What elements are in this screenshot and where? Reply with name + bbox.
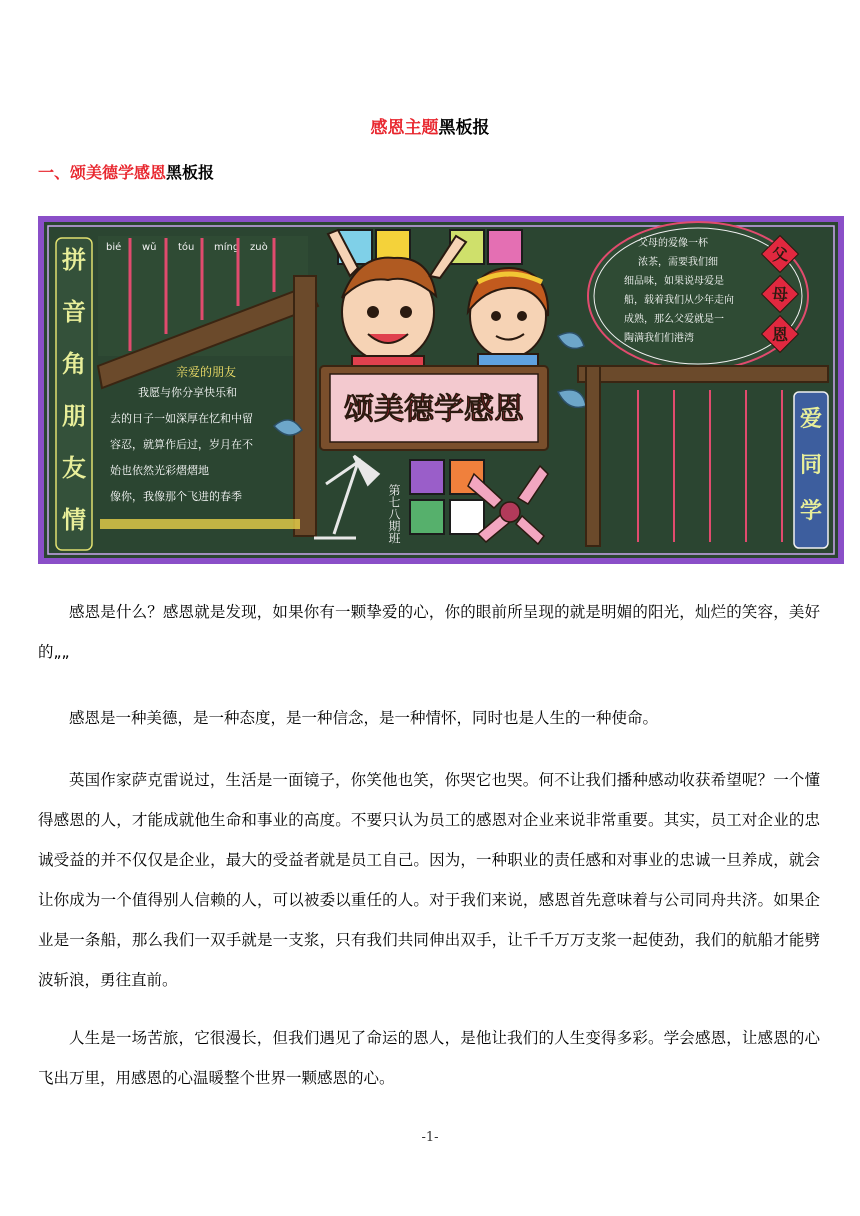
friend-line: 我愿与你分享快乐和 (138, 386, 237, 399)
side-label-char: 学 (799, 499, 823, 524)
poem-line: 陶满我们们港湾 (624, 333, 694, 344)
left-vertical-char: 角 (62, 350, 86, 378)
pinyin-label: tóu (178, 242, 195, 253)
center-banner (320, 366, 548, 450)
cartoon-girl (468, 268, 548, 378)
friend-line: 去的日子一如深厚在忆和中留 (110, 412, 253, 425)
friend-heading: 亲爱的朋友 (175, 365, 237, 379)
poem-line: 浓茶，需要我们细 (638, 257, 718, 268)
pinyin-label: wǔ (142, 242, 157, 253)
color-swatch (488, 230, 522, 264)
left-vertical-char: 友 (62, 454, 86, 482)
paragraph-3: 英国作家萨克雷说过，生活是一面镜子，你笑他也笑，你哭它也哭。何不让我们播种感动收获希望呢？一个懂得感恩的人，才能成就他生命和事业的高度。不要只认为员工的感恩对企业来说非常重要。其实，员工对企业的忠诚受益的并不仅仅是企业，最大的受益者就是员工自己。因为，一种职业的责任感和对事业的忠诚一旦养成，就会让你成为一个值得别人信赖的人，可以被委以重任的人。对于我们来说，感恩首先意味着与公司同舟共济。如果企业是一条船，那么我们一双手就是一支浆，只有我们共同伸出双手，让千千万万支浆一起使劲，我们的航船才能劈波斩浪，勇往直前。 (38, 771, 820, 989)
left-vertical-char: 拼 (62, 246, 86, 274)
pinyin-label: míng (214, 242, 240, 253)
poem-line: 细品味，如果说母爱是 (624, 276, 724, 287)
paragraph-4: 人生是一场苦旅，它很漫长，但我们遇见了命运的恩人，是他让我们的人生变得多彩。学会感恩，让感恩的心飞出万里，用感恩的心温暖整个世界一颗感恩的心。 (38, 1029, 820, 1087)
left-vertical-char: 朋 (62, 402, 86, 430)
badge-char: 恩 (771, 325, 789, 344)
blackboard-image (38, 216, 844, 564)
pinyin-label: zuò (250, 242, 268, 253)
right-side-label (794, 392, 828, 548)
paragraph-2: 感恩是一种美德，是一种态度，是一种信念，是一种情怀，同时也是人生的一种使命。 (69, 709, 659, 727)
left-vertical-char: 情 (62, 506, 86, 534)
page-number: -1- (421, 1130, 439, 1145)
left-vertical-title (56, 238, 92, 550)
section-red-part: 一、颂美德学感恩 (38, 163, 167, 182)
class-label: 第七八期班 (387, 484, 401, 544)
friend-line: 像你，我像那个飞进的春季 (110, 490, 242, 503)
right-oval-poem (588, 222, 808, 370)
color-swatch (450, 500, 484, 534)
badge-char: 母 (771, 285, 789, 304)
poem-line: 父母的爱像一杯 (638, 238, 708, 249)
banner-text: 颂美德学感恩 (344, 392, 524, 427)
poem-line: 成熟，那么父爱就是一 (624, 314, 724, 325)
title-black-part: 黑板报 (438, 118, 490, 138)
left-vertical-char: 音 (62, 298, 86, 326)
side-label-char: 爱 (799, 407, 823, 432)
color-swatch (410, 460, 444, 494)
side-label-char: 同 (799, 453, 823, 478)
friend-line: 始也依然光彩熠熠地 (110, 464, 209, 477)
friend-line: 容忍，就算作后过，岁月在不 (110, 438, 253, 451)
section-heading (38, 162, 214, 184)
title-red-part: 感恩主题 (370, 118, 439, 138)
poem-line: 船，载着我们从少年走向 (624, 295, 734, 306)
pinyin-label: bié (106, 242, 122, 253)
section-black-part: 黑板报 (166, 163, 215, 182)
paragraph-1: 感恩是什么？感恩就是发现，如果你有一颗挚爱的心，你的眼前所呈现的就是明媚的阳光，灿烂的笑容，美好的„„ (38, 603, 820, 661)
page-title (0, 117, 860, 139)
badge-char: 父 (771, 245, 789, 264)
color-swatch (410, 500, 444, 534)
